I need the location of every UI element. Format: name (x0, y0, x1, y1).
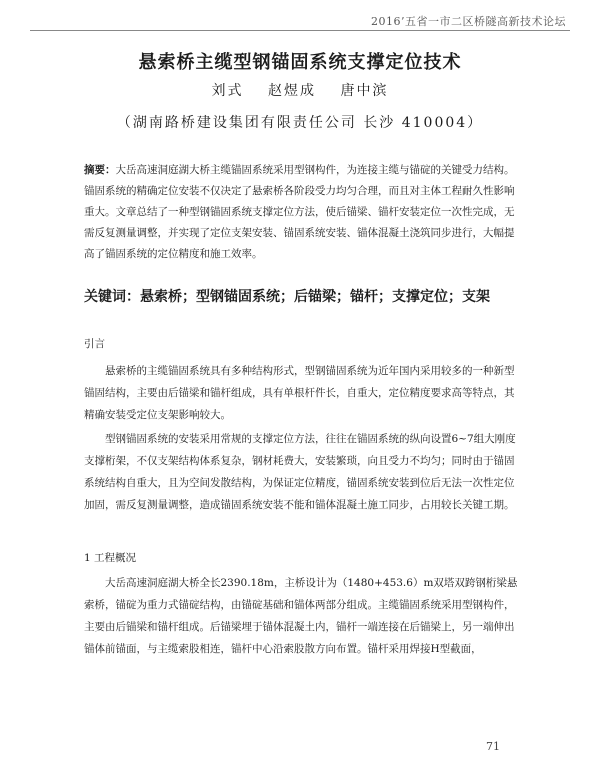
header-divider (30, 30, 570, 31)
keywords-text: 悬索桥；型钢锚固系统；后锚梁；锚杆；支撑定位；支架 (140, 289, 490, 305)
running-header: 2016’五省一市二区桥隧高新技术论坛 (371, 15, 566, 28)
keywords (84, 286, 524, 306)
abstract-label: 摘要： (84, 164, 116, 176)
intro-paragraph-1: 悬索桥的主缆锚固系统具有多种结构形式，型钢锚固系统为近年国内采用较多的一种新型锚固结构，主要由后锚梁和锚杆组成，具有单根杆件长，自重大，定位精度要求高等特点，其精确安装受定位支架影响较大。 (84, 365, 515, 421)
paper-title: 悬索桥主缆型钢锚固系统支撑定位技术 (138, 52, 462, 73)
page-number: 71 (486, 740, 500, 753)
author-list: 刘式 赵煜成 唐中滨 (211, 83, 389, 99)
intro-heading: 引言 (84, 338, 105, 350)
abstract-text: 大岳高速洞庭湖大桥主缆锚固系统采用型钢构件，为连接主缆与锚碇的关键受力结构。锚固系统的精确定位安装不仅决定了悬索桥各阶段受力均匀合理，而且对主体工程耐久性影响重大。文章总结了一种型钢锚固系统支撑定位方法，使后锚梁、锚杆安装定位一次性完成，无需反复测量调整，并实现了定位支架安装、锚固系统安装、锚体混凝土浇筑同步进行，大幅提高了锚固系统的定位精度和施工效率。 (84, 164, 515, 260)
section-1-paragraph-1: 大岳高速洞庭湖大桥全长2390.18m，主桥设计为（1480+453.6）m双塔双跨钢桁梁悬索桥，锚碇为重力式锚碇结构，由锚碇基础和锚体两部分组成。主缆锚固系统采用型钢构件，主要由后锚梁和锚杆组成。后锚梁埋于锚体混凝土内，锚杆一端连接在后锚梁上，另一端伸出锚体前锚面，与主缆索股相连，锚杆中心沿索股散方向布置。锚杆采用焊接H型截面， (84, 577, 518, 655)
intro-paragraph-2: 型钢锚固系统的安装采用常规的支撑定位方法，往往在锚固系统的纵向设置6~7组大刚度支撑桁架，不仅支架结构体系复杂，钢材耗费大，安装繁琐，向且受力不均匀；同时由于锚固系统结构自重大，且为空间发散结构，为保证定位精度，锚固系统安装到位后无法一次性定位加固，需反复测量调整，造成锚固系统安装不能和锚体混凝土施工同步，占用较长关键工期。 (84, 433, 516, 511)
keywords-label: 关键词： (84, 289, 140, 305)
author-affiliation: （湖南路桥建设集团有限责任公司 长沙 410004） (116, 115, 484, 131)
section-1-heading: 1 工程概况 (84, 552, 137, 564)
abstract (84, 160, 520, 265)
